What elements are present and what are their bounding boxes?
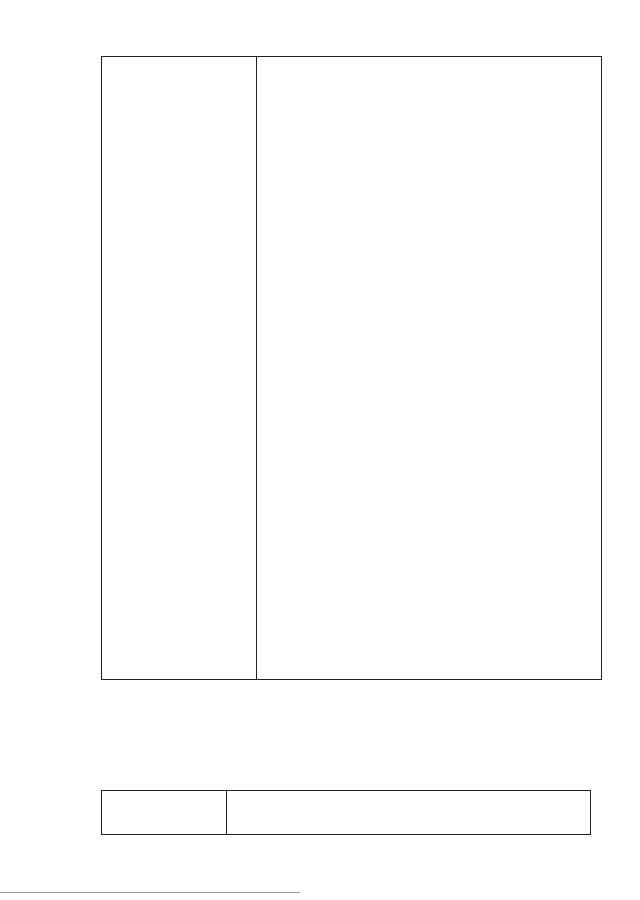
row-header-cell xyxy=(102,791,227,834)
subprogram-passport-table xyxy=(101,790,591,835)
footer-rule xyxy=(0,892,300,893)
table-left-cell xyxy=(102,57,257,679)
financing-table-continuation xyxy=(101,56,602,680)
